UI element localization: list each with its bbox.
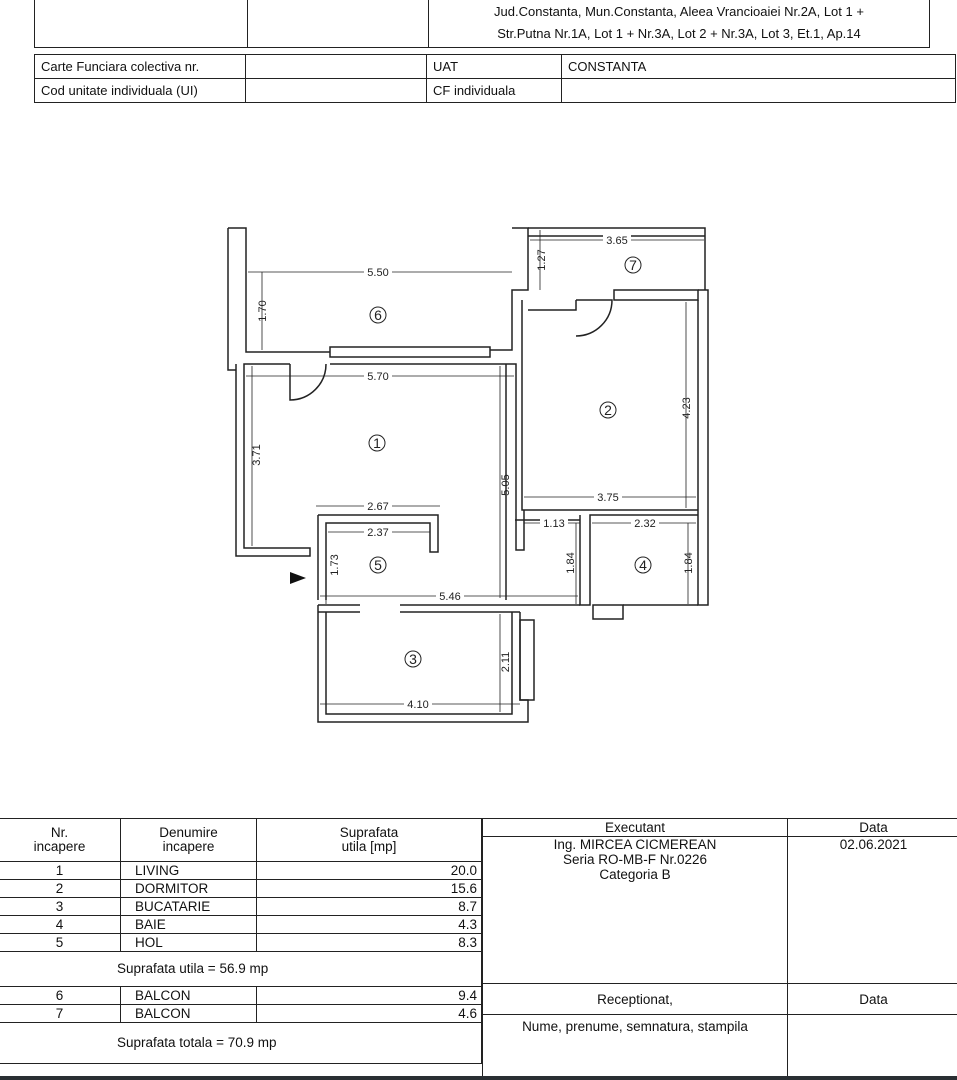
svg-text:1.27: 1.27 — [536, 249, 548, 271]
dimension-lines — [246, 230, 704, 712]
svg-text:1.84: 1.84 — [565, 552, 577, 574]
svg-text:1.73: 1.73 — [329, 554, 341, 576]
svg-text:2.11: 2.11 — [500, 651, 512, 673]
svg-text:5: 5 — [374, 557, 382, 573]
table-row: 5 HOL 8.3 — [0, 934, 482, 952]
svg-text:3: 3 — [409, 651, 417, 667]
svg-text:3.75: 3.75 — [597, 492, 619, 504]
svg-text:6: 6 — [374, 307, 382, 323]
walls — [228, 228, 708, 722]
uat-value: CONSTANTA — [562, 55, 956, 79]
svg-text:5.70: 5.70 — [367, 371, 389, 383]
subtotal: Suprafata utila = 56.9 mp — [0, 952, 482, 987]
svg-text:4.10: 4.10 — [407, 699, 429, 711]
date-value: 02.06.2021 — [788, 837, 957, 984]
svg-text:5.05: 5.05 — [500, 474, 512, 496]
table-row: 1 LIVING 20.0 — [0, 862, 482, 880]
cadastral-table: Carte Funciara colectiva nr. UAT CONSTANTA Cod unitate individuala (UI) CF individuala — [34, 54, 956, 103]
svg-text:5.46: 5.46 — [439, 591, 461, 603]
table-row: 6 BALCON 9.4 — [0, 987, 482, 1005]
table-row: 2 DORMITOR 15.6 — [0, 880, 482, 898]
svg-text:2.32: 2.32 — [634, 518, 656, 530]
table-row: 7 BALCON 4.6 — [0, 1005, 482, 1023]
entrance-arrow-icon — [290, 572, 306, 584]
svg-text:2: 2 — [604, 402, 612, 418]
svg-text:7: 7 — [629, 257, 637, 273]
svg-text:4.23: 4.23 — [681, 397, 693, 419]
svg-text:4: 4 — [639, 557, 647, 573]
address-cell: Jud.Constanta, Mun.Constanta, Aleea Vrancioaiei Nr.2A, Lot 1 + Str.Putna Nr.1A, Lot 1 + Nr.3A, Lot 2 + Nr.3A, Lot 3, Et.1, Ap.14 — [429, 0, 930, 48]
table-row: 3 BUCATARIE 8.7 — [0, 898, 482, 916]
svg-text:3.65: 3.65 — [606, 235, 628, 247]
svg-text:1.13: 1.13 — [543, 518, 565, 530]
svg-text:2.37: 2.37 — [367, 527, 389, 539]
table-row: 4 BAIE 4.3 — [0, 916, 482, 934]
bottom-edge — [0, 1076, 957, 1080]
svg-text:3.71: 3.71 — [251, 444, 263, 466]
svg-text:1.84: 1.84 — [683, 552, 695, 574]
total: Suprafata totala = 70.9 mp — [0, 1023, 482, 1064]
executant-info: Ing. MIRCEA CICMEREAN Seria RO-MB-F Nr.0226 Categoria B — [483, 837, 788, 984]
svg-text:5.50: 5.50 — [367, 267, 389, 279]
executant-table: Executant Data Ing. MIRCEA CICMEREAN Seria RO-MB-F Nr.0226 Categoria B 02.06.2021 Receptionat, Data Nume, prenume, semnatura, stampila — [482, 818, 957, 1078]
svg-text:2.67: 2.67 — [367, 501, 389, 513]
svg-text:1.70: 1.70 — [257, 300, 269, 322]
svg-text:1: 1 — [373, 435, 381, 451]
rooms-table: Nr. incapere Denumire incapere Suprafata utila [mp] 1 LIVING 20.0 2 DORMITOR 15.6 3 BUCATARIE 8.7 4 BAIE 4.3 5 HOL 8.3 Suprafata utila = 56.9 mp 6 BALCON 9.4 7 BALCON 4.6 Suprafata totala = 70.9 mp — [0, 818, 482, 1064]
